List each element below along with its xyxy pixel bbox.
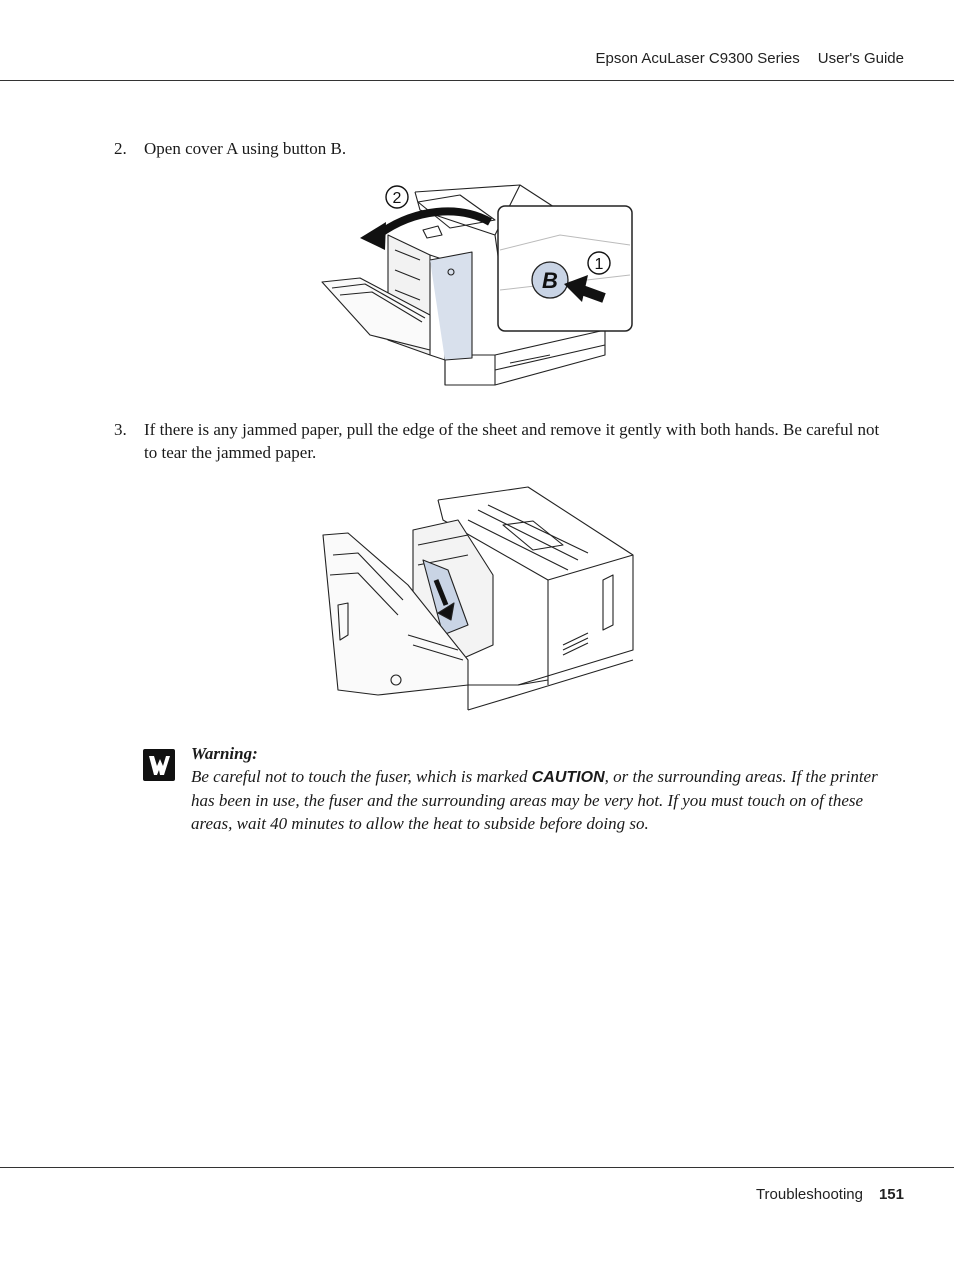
svg-text:1: 1 bbox=[594, 256, 604, 273]
callout-2 bbox=[386, 186, 408, 208]
svg-text:2: 2 bbox=[392, 190, 402, 207]
page-number: 151 bbox=[878, 1186, 904, 1203]
step-text: If there is any jammed paper, pull the edge of the sheet and remove it gently with both hands. Be careful not to tear the jammed paper. bbox=[144, 420, 880, 462]
button-b-label: B bbox=[542, 268, 558, 293]
button-b-zoom-inset bbox=[498, 206, 632, 331]
step-text: Open cover A using button B. bbox=[144, 139, 347, 158]
header-guide: User's Guide bbox=[817, 50, 904, 67]
remove-jammed-paper-illustration bbox=[318, 485, 636, 713]
step-number: 3. bbox=[114, 420, 127, 439]
step-3 bbox=[114, 418, 884, 464]
footer-section: Troubleshooting bbox=[755, 1186, 863, 1203]
running-header bbox=[595, 50, 904, 67]
step-2 bbox=[114, 137, 884, 160]
warning-note bbox=[191, 742, 891, 835]
callout-1 bbox=[588, 252, 610, 274]
warning-title: Warning: bbox=[191, 744, 258, 763]
warning-icon bbox=[143, 749, 175, 781]
header-product: Epson AcuLaser C9300 Series bbox=[595, 50, 800, 67]
open-cover-illustration bbox=[320, 180, 635, 387]
running-footer bbox=[756, 1186, 904, 1203]
footer-rule bbox=[0, 1167, 954, 1168]
header-rule bbox=[0, 80, 954, 81]
caution-label: CAUTION bbox=[531, 769, 605, 786]
warning-text: Be careful not to touch the fuser, which is marked CAUTION, or the surrounding areas. If the printer has been in use, the fuser and the surrounding areas may be very hot. If you must touch on of these areas, wait 40 minutes to allow the heat to subside before doing so. bbox=[191, 767, 878, 833]
step-number: 2. bbox=[114, 139, 127, 158]
